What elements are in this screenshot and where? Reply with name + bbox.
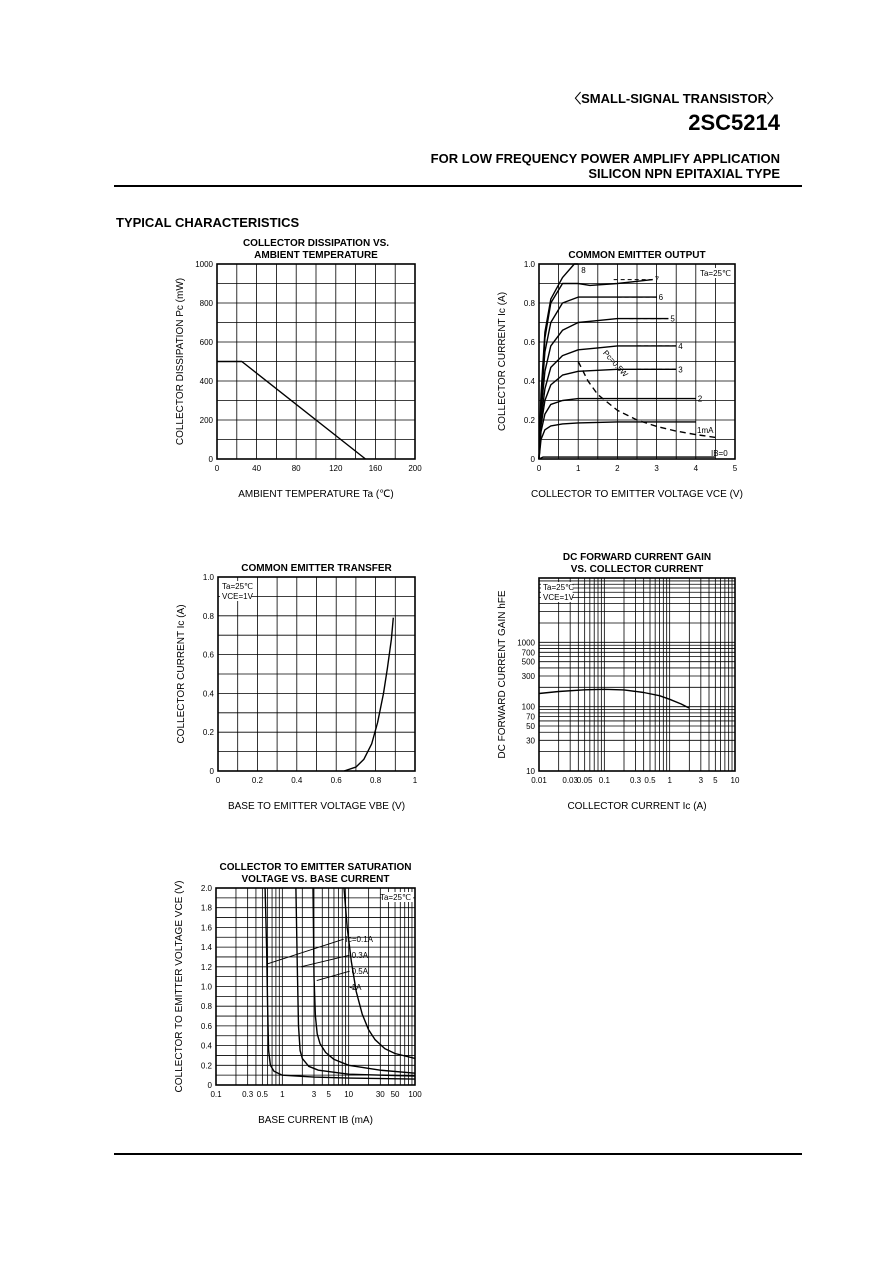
y-tick-label: 0.8 xyxy=(523,299,535,308)
x-tick-label: 0.01 xyxy=(531,776,547,785)
chart-title: VOLTAGE VS. BASE CURRENT xyxy=(241,874,390,885)
y-axis-label: COLLECTOR CURRENT Ic (A) xyxy=(497,291,508,432)
series-line xyxy=(539,369,676,459)
y-tick-label: 700 xyxy=(521,648,535,658)
x-tick-label: 3 xyxy=(311,1090,317,1099)
x-tick-label: 120 xyxy=(329,464,343,473)
x-tick-label: 1 xyxy=(280,1090,285,1099)
y-tick-label: 0.6 xyxy=(202,650,214,660)
series-label: Ic=0.1A xyxy=(345,935,373,945)
condition-label: Ta=25℃ xyxy=(543,583,575,592)
y-tick-label: 1.8 xyxy=(200,903,212,913)
grid-lines xyxy=(218,577,415,771)
chart-title: COMMON EMITTER TRANSFER xyxy=(241,563,392,574)
x-tick-label: 0 xyxy=(214,464,220,473)
y-axis-label: DC FORWARD CURRENT GAIN hFE xyxy=(497,590,508,759)
grid-lines xyxy=(539,578,735,771)
x-axis-label: BASE TO EMITTER VOLTAGE VBE (V) xyxy=(227,801,406,812)
y-tick-label: 0.2 xyxy=(523,416,535,425)
x-tick-label: 1 xyxy=(667,776,672,785)
x-tick-label: 200 xyxy=(408,464,422,473)
series-label: 5 xyxy=(670,314,675,324)
x-tick-label: 0.5 xyxy=(644,776,656,785)
chart-title: COLLECTOR DISSIPATION VS. xyxy=(242,238,390,249)
condition-label: VCE=1V xyxy=(543,593,574,602)
x-tick-label: 0.05 xyxy=(576,776,593,785)
y-tick-label: 0 xyxy=(209,767,214,776)
y-tick-label: 800 xyxy=(199,299,213,308)
x-tick-label: 0.1 xyxy=(210,1090,222,1099)
y-tick-label: 0.4 xyxy=(523,377,535,386)
condition-label: Ta=25℃ xyxy=(379,893,411,902)
part-number: 2SC5214 xyxy=(688,110,780,135)
y-tick-label: 0.8 xyxy=(202,611,214,621)
x-tick-label: 4 xyxy=(693,464,699,473)
y-tick-label: 1000 xyxy=(195,260,213,269)
y-tick-label: 600 xyxy=(199,338,213,347)
y-tick-label: 0 xyxy=(207,1081,212,1090)
x-tick-label: 3 xyxy=(654,464,659,473)
y-tick-label: 500 xyxy=(521,657,535,667)
pc-curve-label: Pc=0.5W xyxy=(601,348,630,379)
series-label: 0.3A xyxy=(351,951,369,961)
y-tick-label: 0.2 xyxy=(200,1061,212,1071)
x-axis-label: AMBIENT TEMPERATURE Ta (℃) xyxy=(238,489,394,500)
y-tick-label: 0.4 xyxy=(202,689,214,699)
series-label: IB=0 xyxy=(711,449,728,458)
grid-lines xyxy=(216,888,415,1085)
x-tick-label: 0.3 xyxy=(629,776,642,785)
y-tick-label: 70 xyxy=(526,712,535,722)
y-tick-label: 0.6 xyxy=(200,1021,212,1031)
chart-vce-ib xyxy=(174,862,422,1126)
chart-title: COLLECTOR TO EMITTER SATURATION xyxy=(219,862,412,873)
y-tick-label: 0 xyxy=(208,455,213,464)
chart-title: DC FORWARD CURRENT GAIN xyxy=(562,552,712,563)
y-tick-label: 200 xyxy=(199,416,213,425)
y-axis-label: COLLECTOR DISSIPATION Pc (mW) xyxy=(175,277,186,446)
series-line xyxy=(344,618,393,771)
y-axis-label: COLLECTOR TO EMITTER VOLTAGE VCE (V) xyxy=(174,880,185,1093)
y-tick-label: 30 xyxy=(526,736,535,746)
y-tick-label: 1.2 xyxy=(200,962,212,972)
condition-label: VCE=1V xyxy=(222,592,253,601)
y-tick-label: 1000 xyxy=(517,638,535,648)
y-tick-label: 1.0 xyxy=(202,573,214,582)
y-tick-label: 0.4 xyxy=(200,1041,212,1051)
y-tick-label: 0.6 xyxy=(523,338,535,347)
y-axis-label: COLLECTOR CURRENT Ic (A) xyxy=(176,604,187,744)
x-tick-label: 0.3 xyxy=(242,1090,254,1099)
chart-title: VS. COLLECTOR CURRENT xyxy=(570,564,704,575)
x-tick-label: 5 xyxy=(732,464,738,473)
x-tick-label: 40 xyxy=(252,464,262,473)
chart-pc-ta xyxy=(175,238,422,500)
x-tick-label: 80 xyxy=(291,464,301,473)
x-tick-label: 10 xyxy=(344,1090,354,1099)
y-tick-label: 0.2 xyxy=(202,728,214,738)
condition-label: Ta=25℃ xyxy=(222,582,254,591)
y-tick-label: 100 xyxy=(521,702,535,712)
chart-ce-transfer xyxy=(176,563,418,812)
x-tick-label: 0.5 xyxy=(256,1090,268,1099)
x-tick-label: 1 xyxy=(575,464,581,473)
x-axis-label: COLLECTOR CURRENT Ic (A) xyxy=(567,801,707,812)
label-leader xyxy=(317,971,350,980)
series-line xyxy=(265,888,415,1079)
y-tick-label: 300 xyxy=(521,671,535,681)
y-tick-label: 10 xyxy=(526,767,535,776)
series-label: 4 xyxy=(678,341,683,351)
x-tick-label: 50 xyxy=(390,1090,400,1099)
pc-curve xyxy=(578,362,715,438)
series-label: 7 xyxy=(654,275,660,285)
y-tick-label: 2.0 xyxy=(200,884,212,893)
x-tick-label: 10 xyxy=(730,776,740,785)
product-category: 〈SMALL-SIGNAL TRANSISTOR〉 xyxy=(568,91,780,106)
x-tick-label: 2 xyxy=(615,464,620,473)
series-label: 1mA xyxy=(697,425,714,435)
application-line: FOR LOW FREQUENCY POWER AMPLIFY APPLICATION xyxy=(430,151,780,166)
x-tick-label: 0.4 xyxy=(291,776,303,785)
x-tick-label: 0.2 xyxy=(251,776,263,785)
chart-ce-output xyxy=(497,250,743,500)
chart-title: AMBIENT TEMPERATURE xyxy=(254,250,378,261)
x-tick-label: 0.6 xyxy=(330,776,342,785)
chart-hfe-ic xyxy=(497,552,740,812)
x-tick-label: 3 xyxy=(698,776,704,785)
y-tick-label: 400 xyxy=(199,377,213,386)
x-tick-label: 5 xyxy=(326,1090,331,1099)
x-tick-label: 0 xyxy=(215,776,221,785)
x-tick-label: 0 xyxy=(536,464,542,473)
y-tick-label: 1.4 xyxy=(200,943,212,953)
x-tick-label: 1 xyxy=(412,776,418,785)
x-tick-label: 5 xyxy=(713,776,718,785)
chart-title: COMMON EMITTER OUTPUT xyxy=(568,250,706,261)
y-tick-label: 1.0 xyxy=(523,260,535,269)
series-label: 2 xyxy=(697,394,703,404)
y-tick-label: 1.0 xyxy=(200,982,212,992)
device-type-line: SILICON NPN EPITAXIAL TYPE xyxy=(588,166,780,181)
x-axis-label: COLLECTOR TO EMITTER VOLTAGE VCE (V) xyxy=(531,489,743,500)
x-tick-label: 0.03 xyxy=(562,776,578,785)
x-axis-label: BASE CURRENT IB (mA) xyxy=(258,1115,373,1126)
series-label: 3 xyxy=(678,365,683,375)
series-label: 0.5A xyxy=(351,967,369,977)
x-tick-label: 160 xyxy=(368,464,383,473)
series-label: 6 xyxy=(658,293,664,303)
section-title: TYPICAL CHARACTERISTICS xyxy=(116,215,300,230)
y-tick-label: 1.6 xyxy=(200,923,212,933)
y-tick-label: 0 xyxy=(530,455,535,464)
grid-lines xyxy=(217,264,415,459)
y-tick-label: 50 xyxy=(526,722,535,732)
series-label: 8 xyxy=(581,266,586,275)
x-tick-label: 30 xyxy=(375,1090,385,1099)
y-tick-label: 0.8 xyxy=(200,1002,212,1012)
series-line xyxy=(217,362,366,460)
x-tick-label: 0.1 xyxy=(598,776,610,785)
condition-label: Ta=25℃ xyxy=(699,269,731,278)
x-tick-label: 0.8 xyxy=(370,776,382,785)
plot-frame xyxy=(539,578,735,771)
x-tick-label: 100 xyxy=(408,1090,422,1099)
series-label: 1A xyxy=(351,983,362,993)
